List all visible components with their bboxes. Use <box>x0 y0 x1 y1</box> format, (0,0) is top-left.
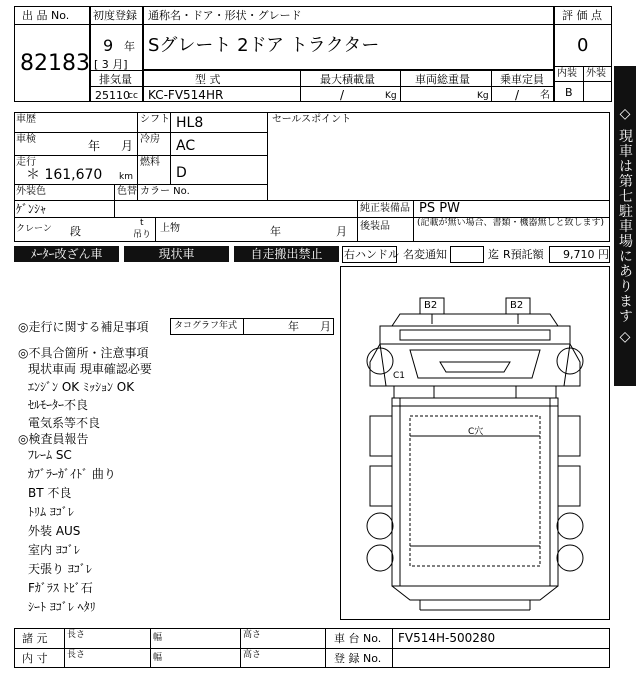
inspector-item: ｶﾌﾞﾗｰｶﾞｲﾄﾞ 曲り <box>28 467 116 481</box>
shift-label: シフト <box>140 114 170 125</box>
defect-item: 現状車両 現車確認必要 <box>28 362 152 376</box>
inspection-month-unit: 月 <box>121 139 134 153</box>
defect-item: 電気系等不良 <box>28 416 101 430</box>
length-label: 長さ <box>67 630 86 640</box>
uplift-year: 年 <box>270 225 281 238</box>
lot-no: 82183 <box>20 51 90 76</box>
as-is-flag: 現状車 <box>124 246 229 262</box>
mark-b2-right: B2 <box>510 300 524 311</box>
genuine-value: PS PW <box>419 201 460 216</box>
gross-weight-label: 車両総重量 <box>415 73 470 86</box>
aftermarket-label: 後装品 <box>360 221 390 232</box>
inspection-year-unit: 年 <box>88 139 101 153</box>
color-change-label: 色替 <box>117 186 137 197</box>
mark-c-hole: C穴 <box>468 427 484 437</box>
capacity-value: / <box>515 88 520 102</box>
uplift-label: 上物 <box>160 223 180 234</box>
parking-banner: ◇ 現車は第七駐車場にあります ◇ <box>614 66 636 386</box>
first-reg-label: 初度登録 <box>93 9 137 22</box>
name-change-box <box>450 246 484 263</box>
max-load-value: / <box>340 88 345 102</box>
inspector-item: ｼｰﾄ ﾖｺﾞﾚ ﾍﾀﾘ <box>28 600 96 614</box>
tachograph-year: 年 <box>288 320 299 333</box>
mark-c1: C1 <box>393 371 406 381</box>
self-drive-ban-flag: 自走搬出禁止 <box>234 246 339 262</box>
interior-label: 内装 <box>557 68 577 79</box>
chassis-label: 車 台 No. <box>334 632 382 645</box>
tachograph-month: 月 <box>320 320 331 333</box>
reg-no-label: 登 録 No. <box>334 652 382 665</box>
aftermarket-note: (記載が無い場合、書類・機器無しと致します) <box>417 218 605 228</box>
score-label: 評 価 点 <box>562 9 602 22</box>
gross-weight-unit: Kg <box>477 91 489 101</box>
ext-color-label: 外装色 <box>16 186 46 197</box>
inspector-item: 外装 AUS <box>28 524 81 538</box>
recycle-amount: 9,710 <box>563 248 595 261</box>
inspector-item: 天張り ﾖｺﾞﾚ <box>28 562 92 576</box>
ext-color-value: ｹﾞﾝｼｬ <box>16 202 47 216</box>
mark-b2-left: B2 <box>424 300 438 311</box>
vehicle-name: Sグレート 2ドア トラクター <box>148 35 380 56</box>
sales-point-label: セールスポイント <box>272 114 352 125</box>
defect-item: ｴﾝｼﾞﾝ OK ﾐｯｼｮﾝ OK <box>28 380 135 394</box>
reg-year: 9 <box>103 36 114 55</box>
max-load-unit: Kg <box>385 91 397 101</box>
tachograph-label: タコグラフ年式 <box>174 321 238 331</box>
width-label-2: 幅 <box>153 653 163 663</box>
crane-ton: t <box>140 218 144 228</box>
inspector-title: ◎検査員報告 <box>18 432 89 446</box>
chassis-no: FV514H-500280 <box>398 631 496 645</box>
meter-tamper-flag: ﾒｰﾀｰ改ざん車 <box>14 246 119 262</box>
interior-grade: B <box>565 86 573 99</box>
title-label: 通称名・ドア・形状・グレード <box>148 9 302 22</box>
specs-row-label: 諸 元 <box>22 632 48 645</box>
height-label: 高さ <box>243 630 262 640</box>
inspector-item: 室内 ﾖｺﾞﾚ <box>28 543 80 557</box>
color-no-label: カラー No. <box>140 186 190 197</box>
reg-month: [ 3 月] <box>94 58 128 71</box>
uplift-month: 月 <box>336 225 347 238</box>
displacement-value: 25110 <box>95 89 130 102</box>
fuel-label: 燃料 <box>140 157 160 168</box>
cc-unit: cc <box>128 91 138 101</box>
crane-hook: 吊り <box>133 230 152 240</box>
capacity-unit: 名 <box>540 90 550 101</box>
mileage-value: ＊ 161,670 <box>26 167 103 183</box>
yen-unit: 円 <box>598 248 609 261</box>
mileage-label: 走行 <box>16 157 36 168</box>
height-label-2: 高さ <box>243 650 262 660</box>
inner-dim-row-label: 内 寸 <box>22 652 48 665</box>
inspector-item: BT 不良 <box>28 486 72 500</box>
truck-diagram <box>340 266 610 620</box>
max-load-label: 最大積載量 <box>320 73 375 86</box>
lot-no-label: 出 品 No. <box>22 9 70 22</box>
crane-stage: 段 <box>70 225 81 238</box>
fuel-value: D <box>176 165 187 181</box>
tax-prefix: 迄 <box>488 248 499 261</box>
capacity-label: 乗車定員 <box>500 73 544 86</box>
ac-value: AC <box>176 138 196 154</box>
exterior-label: 外装 <box>586 68 606 79</box>
shift-value: HL8 <box>176 115 204 131</box>
defects-title: ◎不具合箇所・注意事項 <box>18 346 149 360</box>
right-handle-label: 右ハンドル <box>344 248 399 261</box>
history-label: 車歴 <box>16 114 36 125</box>
inspector-item: ﾌﾚｰﾑ SC <box>28 448 72 462</box>
reg-year-unit: 年 <box>124 40 135 53</box>
inspector-item: Fｶﾞﾗｽ ﾄﾋﾞ石 <box>28 581 93 595</box>
inspection-label: 車検 <box>16 134 36 145</box>
inspector-item: ﾄﾘﾑ ﾖｺﾞﾚ <box>28 505 74 519</box>
model-value: KC-FV514HR <box>148 88 224 102</box>
mileage-unit: km <box>119 172 133 182</box>
score-value: 0 <box>577 35 589 56</box>
defect-item: ｾﾙﾓｰﾀｰ不良 <box>28 398 89 412</box>
crane-label: クレーン <box>16 224 52 234</box>
recycle-label: R預託額 <box>503 248 544 261</box>
ac-label: 冷房 <box>140 134 160 145</box>
length-label-2: 長さ <box>67 650 86 660</box>
genuine-label: 純正装備品 <box>360 203 410 214</box>
name-change-label: 名変通知 <box>403 248 447 261</box>
model-label: 型 式 <box>195 73 221 86</box>
supplement-title: ◎走行に関する補足事項 <box>18 320 149 334</box>
displacement-label: 排気量 <box>99 73 132 86</box>
width-label: 幅 <box>153 633 163 643</box>
